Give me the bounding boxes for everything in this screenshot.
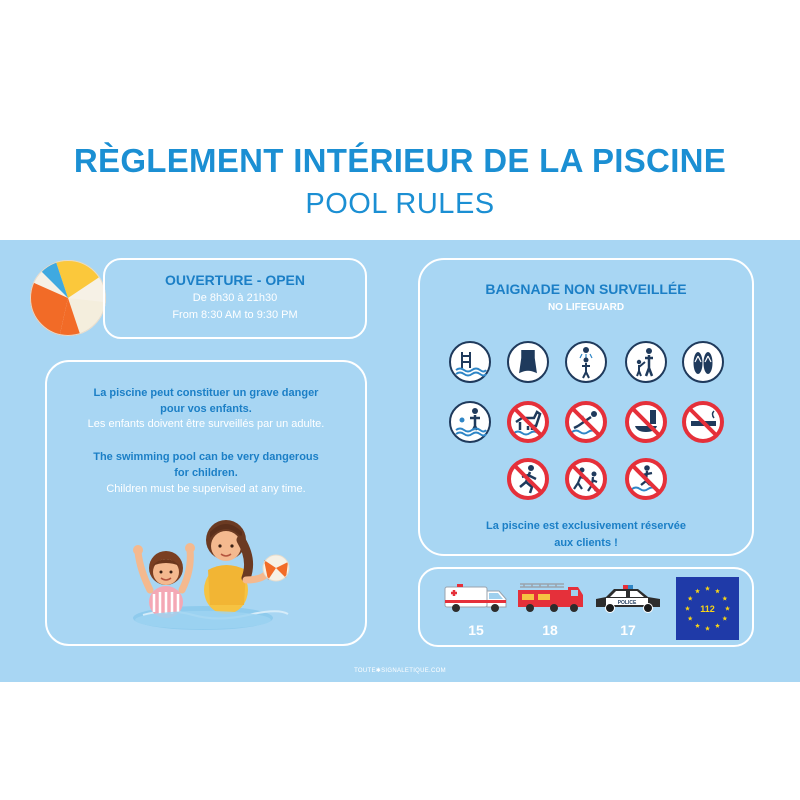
- rules-subtitle: NO LIFEGUARD: [547, 302, 625, 313]
- danger-fr-bold-2: pour vos enfants.: [160, 403, 252, 415]
- opening-hours-fr: De 8h30 à 21h30: [192, 292, 278, 304]
- police-label: POLICE: [617, 600, 637, 606]
- rules-footer-line-2: aux clients !: [554, 537, 618, 549]
- no-jumping-icon: [624, 457, 668, 501]
- fire-number: 18: [542, 622, 558, 638]
- mother-child-illustration: [128, 510, 293, 635]
- fire-truck-icon: [516, 581, 586, 615]
- opening-hours-en: From 8:30 AM to 9:30 PM: [172, 309, 298, 321]
- police-number: 17: [620, 622, 636, 638]
- beach-ball-icon: [28, 258, 108, 338]
- eu-flag-icon: [676, 577, 739, 640]
- swimsuit-icon: [506, 340, 550, 384]
- no-diving-icon: [564, 400, 608, 444]
- no-running-icon: [506, 457, 550, 501]
- shower-icon: [564, 340, 608, 384]
- title-french: RÈGLEMENT INTÉRIEUR DE LA PISCINE: [73, 142, 727, 179]
- danger-fr-text: Les enfants doivent être surveillés par un adulte.: [87, 418, 325, 430]
- credit-text: TOUTE✱SIGNALETIQUE.COM: [354, 668, 446, 674]
- danger-en-text: Children must be supervised at any time.: [106, 483, 306, 495]
- eu-number: 112: [700, 604, 715, 614]
- title-english: POOL RULES: [305, 188, 495, 220]
- no-pushing-icon: [564, 457, 608, 501]
- no-smoking-icon: [681, 400, 725, 444]
- police-car-icon: [592, 583, 664, 615]
- flip-flops-icon: [681, 340, 725, 384]
- rules-footer: [418, 518, 754, 552]
- ambulance-number: 15: [468, 622, 484, 638]
- danger-en-bold-2: for children.: [174, 467, 238, 479]
- rules-title: BAIGNADE NON SURVEILLÉE: [485, 281, 687, 297]
- danger-en-bold-1: The swimming pool can be very dangerous: [93, 451, 319, 463]
- opening-title: OUVERTURE - OPEN: [164, 272, 305, 288]
- swimmer-icon: [448, 400, 492, 444]
- no-dogs-icon: [506, 400, 550, 444]
- pool-ladder-icon: [448, 340, 492, 384]
- ambulance-icon: [443, 581, 509, 615]
- no-food-icon: [624, 400, 668, 444]
- danger-fr-bold-1: La piscine peut constituer un grave danger: [93, 387, 319, 399]
- adult-child-icon: [624, 340, 668, 384]
- rules-footer-line-1: La piscine est exclusivement réservée: [486, 520, 686, 532]
